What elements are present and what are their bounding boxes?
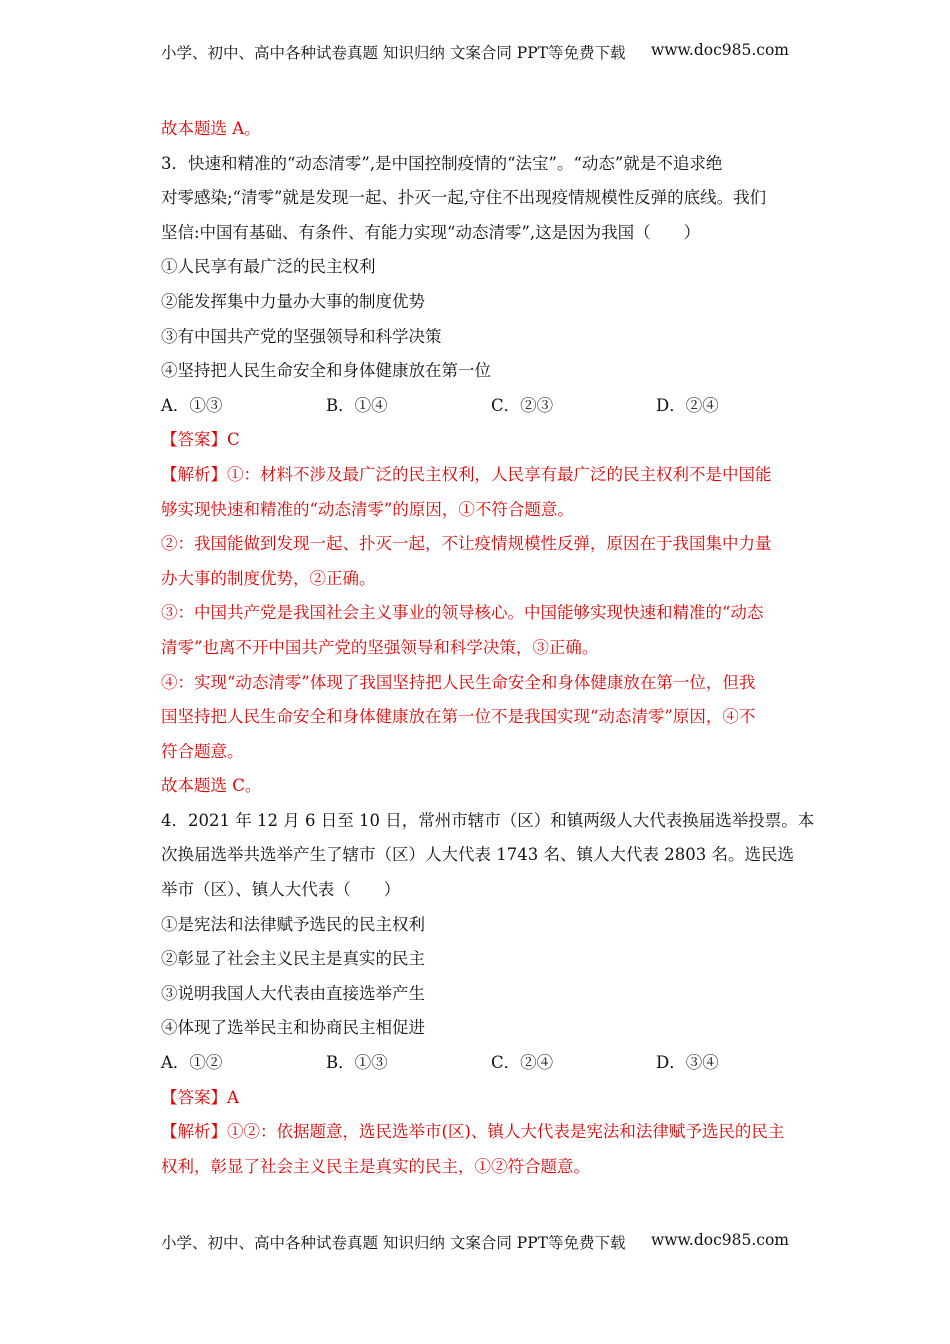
q4-option-c: C．②④ [491, 1053, 554, 1073]
page-header [161, 41, 789, 63]
q3-option-b: B．①④ [326, 395, 388, 415]
q4-stem-line: 举市（区）、镇人大代表（ ） [161, 880, 401, 900]
q3-analysis-line: 清零”也离不开中国共产党的坚强领导和科学决策，③正确。 [161, 637, 599, 657]
q4-item: ④体现了选举民主和协商民主相促进 [161, 1018, 425, 1038]
q3-analysis-line: 办大事的制度优势，②正确。 [161, 568, 376, 588]
q4-item: ①是宪法和法律赋予选民的民主权利 [161, 914, 425, 934]
q3-analysis-line: ④：实现“动态清零”体现了我国坚持把人民生命安全和身体健康放在第一位，但我 [161, 672, 756, 692]
q3-analysis-line: 符合题意。 [161, 741, 244, 761]
footer-promo-text: 小学、初中、高中各种试卷真题 知识归纳 文案合同 PPT等免费下载 [161, 1234, 626, 1252]
page-footer [161, 1231, 789, 1253]
q3-stem-line: 3．快速和精准的“动态清零”,是中国控制疫情的“法宝”。“动态”就是不追求绝 [161, 153, 723, 173]
q4-stem-line: 次换届选举共选举产生了辖市（区）人大代表 1743 名、镇人大代表 2803 名。选民选 [161, 845, 794, 865]
q4-analysis-line: 权利，彰显了社会主义民主是真实的民主，①②符合题意。 [161, 1156, 590, 1176]
q3-item: ③有中国共产党的坚强领导和科学决策 [161, 326, 442, 346]
q3-item: ①人民享有最广泛的民主权利 [161, 257, 376, 277]
prev-conclusion: 故本题选 A。 [161, 119, 261, 138]
q4-options [161, 1046, 791, 1081]
q4-answer: 【答案】A [161, 1087, 239, 1107]
q3-analysis-line: 【解析】①：材料不涉及最广泛的民主权利，人民享有最广泛的民主权利不是中国能 [161, 464, 772, 484]
q3-analysis-line: ②：我国能做到发现一起、扑灭一起，不让疫情规模性反弹，原因在于我国集中力量 [161, 534, 772, 554]
q3-item: ②能发挥集中力量办大事的制度优势 [161, 291, 425, 311]
q4-option-a: A．①② [161, 1053, 223, 1073]
q4-item: ③说明我国人大代表由直接选举产生 [161, 983, 425, 1003]
q4-option-b: B．①③ [326, 1053, 388, 1073]
q3-stem-line: 对零感染;“清零”就是发现一起、扑灭一起,守住不出现疫情规模性反弹的底线。我们 [161, 188, 767, 208]
q4-stem-line: 4．2021 年 12 月 6 日至 10 日，常州市辖市（区）和镇两级人大代表换届选举投票。本 [161, 810, 815, 830]
q3-option-a: A．①③ [161, 395, 223, 415]
question-4 [161, 804, 815, 1185]
q3-analysis-line: 够实现快速和精准的“动态清零”的原因，①不符合题意。 [161, 499, 574, 519]
q3-conclusion: 故本题选 C。 [161, 776, 262, 796]
q4-item: ②彰显了社会主义民主是真实的民主 [161, 949, 425, 969]
footer-website[interactable]: www.doc985.com [650, 1231, 789, 1249]
q4-option-d: D．③④ [656, 1053, 719, 1073]
q3-item: ④坚持把人民生命安全和身体健康放在第一位 [161, 361, 491, 381]
document-body [161, 112, 815, 1184]
header-website[interactable]: www.doc985.com [650, 41, 789, 59]
q3-analysis-line: 国坚持把人民生命安全和身体健康放在第一位不是我国实现“动态清零”原因，④不 [161, 707, 756, 727]
header-promo-text: 小学、初中、高中各种试卷真题 知识归纳 文案合同 PPT等免费下载 [161, 44, 626, 62]
q3-stem-line: 坚信:中国有基础、有条件、有能力实现“动态清零”,这是因为我国（ ） [161, 222, 701, 242]
question-3 [161, 147, 791, 804]
q3-option-d: D．②④ [656, 395, 719, 415]
q3-answer: 【答案】C [161, 430, 240, 450]
q3-options [161, 389, 791, 424]
q3-option-c: C．②③ [491, 395, 554, 415]
q4-analysis-line: 【解析】①②：依据题意，选民选举市(区)、镇人大代表是宪法和法律赋予选民的民主 [161, 1122, 785, 1142]
q3-analysis-line: ③：中国共产党是我国社会主义事业的领导核心。中国能够实现快速和精准的“动态 [161, 603, 764, 623]
